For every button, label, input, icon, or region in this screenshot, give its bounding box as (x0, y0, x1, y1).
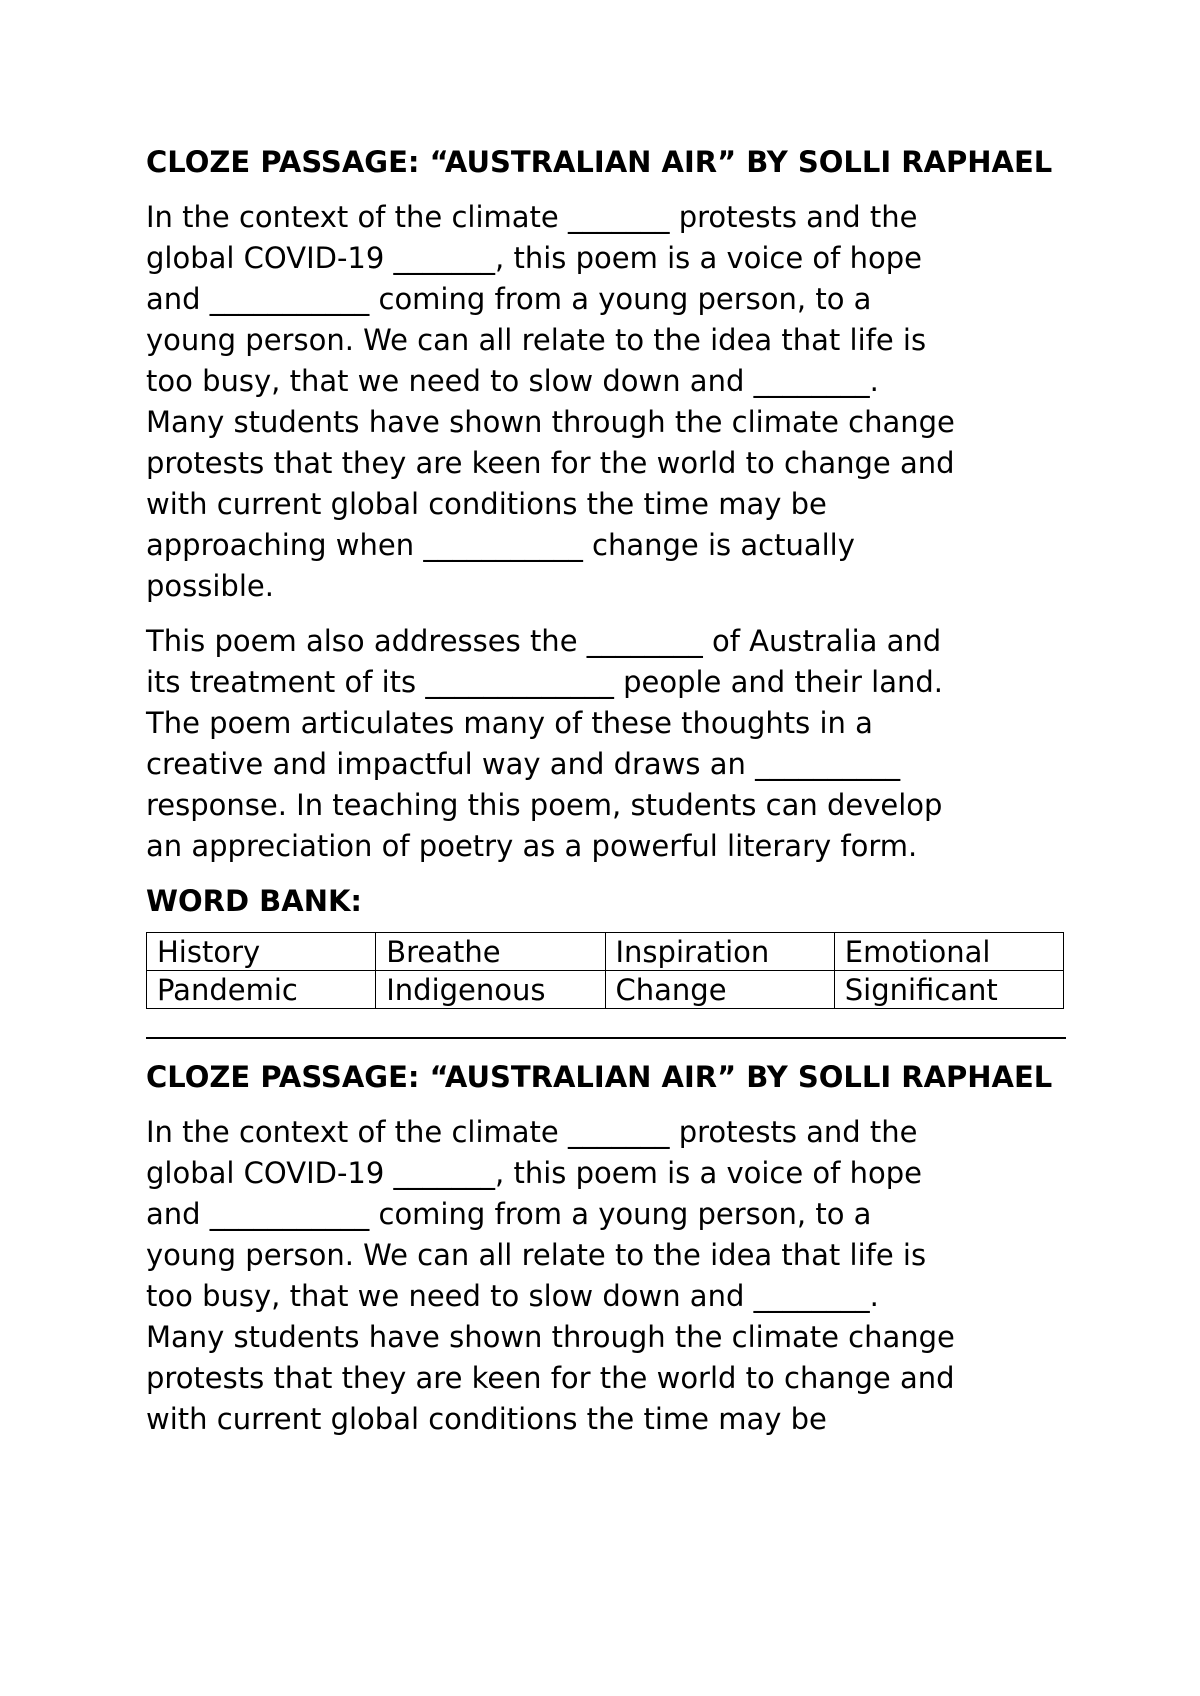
word-bank-cell: Inspiration (605, 933, 834, 971)
text-line: response. In teaching this poem, students can develop (146, 788, 943, 822)
word-bank-cell: Pandemic (147, 971, 376, 1009)
section-divider (146, 1037, 1066, 1039)
passage-paragraph-2 (146, 621, 1066, 867)
text-line: The poem articulates many of these thoughts in a (146, 706, 873, 740)
text-line: creative and impactful way and draws an __________ (146, 747, 901, 781)
word-bank-cell: Emotional (834, 933, 1063, 971)
word-bank-cell: Change (605, 971, 834, 1009)
word-bank-row (147, 971, 1064, 1009)
text-line: young person. We can all relate to the idea that life is (146, 1238, 927, 1272)
text-line: with current global conditions the time may be (146, 487, 827, 521)
word-bank-cell: History (147, 933, 376, 971)
text-line: In the context of the climate _______ protests and the (146, 1115, 918, 1149)
text-line: protests that they are keen for the world to change and (146, 446, 955, 480)
text-line: This poem also addresses the ________ of Australia and (146, 624, 942, 658)
passage-heading: CLOZE PASSAGE: “AUSTRALIAN AIR” BY SOLLI RAPHAEL (146, 1060, 1053, 1094)
text-line: possible. (146, 569, 274, 603)
word-bank-heading: WORD BANK: (146, 884, 363, 918)
word-bank-cell: Breathe (376, 933, 605, 971)
word-bank-cell: Indigenous (376, 971, 605, 1009)
text-line: its treatment of its _____________ people and their land. (146, 665, 944, 699)
text-line: global COVID-19 _______, this poem is a voice of hope (146, 1156, 922, 1190)
word-bank-row (147, 933, 1064, 971)
text-line: Many students have shown through the climate change (146, 405, 955, 439)
text-line: young person. We can all relate to the idea that life is (146, 323, 927, 357)
text-line: and ___________ coming from a young person, to a (146, 1197, 872, 1231)
text-line: In the context of the climate _______ protests and the (146, 200, 918, 234)
text-line: with current global conditions the time may be (146, 1402, 827, 1436)
word-bank-table (146, 932, 1064, 1009)
text-line: and ___________ coming from a young person, to a (146, 282, 872, 316)
text-line: protests that they are keen for the world to change and (146, 1361, 955, 1395)
passage-paragraph-1 (146, 197, 1066, 607)
text-line: too busy, that we need to slow down and ________. (146, 1279, 879, 1313)
worksheet-page (146, 142, 1066, 1454)
text-line: approaching when ___________ change is actually (146, 528, 855, 562)
text-line: global COVID-19 _______, this poem is a voice of hope (146, 241, 922, 275)
text-line: an appreciation of poetry as a powerful literary form. (146, 829, 918, 863)
passage-heading: CLOZE PASSAGE: “AUSTRALIAN AIR” BY SOLLI RAPHAEL (146, 145, 1053, 179)
text-line: Many students have shown through the climate change (146, 1320, 955, 1354)
word-bank-cell: Significant (834, 971, 1063, 1009)
passage-paragraph-1 (146, 1112, 1066, 1440)
text-line: too busy, that we need to slow down and ________. (146, 364, 879, 398)
